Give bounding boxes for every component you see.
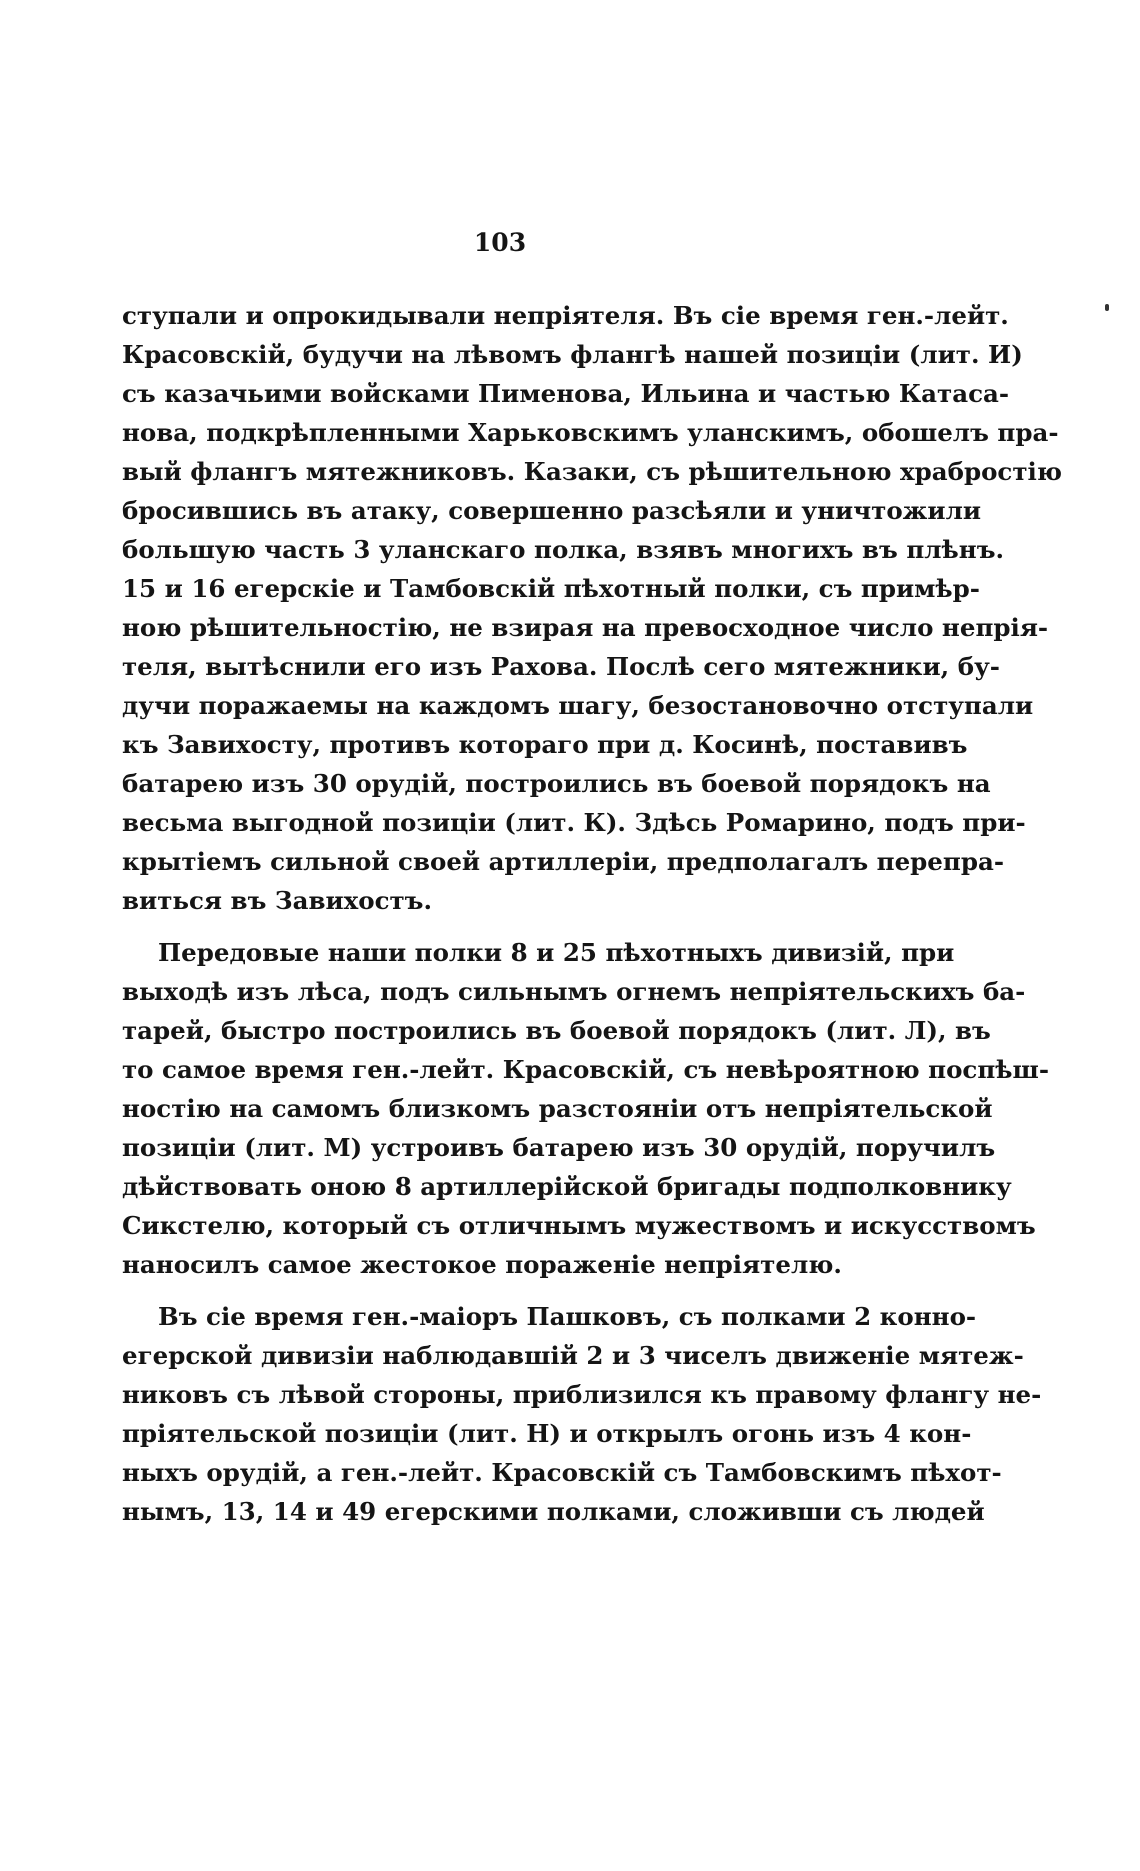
text-line: Сикстелю, который съ отличнымъ мужествомъ и искусствомъ <box>122 1211 1036 1240</box>
page-number: 103 <box>473 228 527 257</box>
text-line: ностію на самомъ близкомъ разстояніи отъ непріятельской <box>122 1094 993 1123</box>
paragraph-3 <box>122 1297 1042 1531</box>
text-line: нова, подкрѣпленными Харьковскимъ уланскимъ, обошелъ пра- <box>122 418 1059 447</box>
text-line: Въ сіе время ген.-маіоръ Пашковъ, съ полками 2 конно- <box>158 1302 977 1331</box>
text-line: наносилъ самое жестокое пораженіе непріятелю. <box>122 1250 842 1279</box>
scan-speck <box>1105 304 1109 311</box>
text-line: виться въ Завихостъ. <box>122 886 433 915</box>
text-line: крытіемъ сильной своей артиллеріи, предполагалъ перепра- <box>122 847 1004 876</box>
text-line: съ казачьими войсками Пименова, Ильина и частью Катаса- <box>122 379 1010 408</box>
text-line: егерской дивизіи наблюдавшій 2 и 3 чиселъ движеніе мятеж- <box>122 1341 1024 1370</box>
text-line: пріятельской позиціи (лит. Н) и открылъ огонь изъ 4 кон- <box>122 1419 972 1448</box>
text-line: бросившись въ атаку, совершенно разсѣяли и уничтожили <box>122 496 982 525</box>
paragraph-gap <box>122 920 878 933</box>
text-line: тарей, быстро построились въ боевой порядокъ (лит. Л), въ <box>122 1016 991 1045</box>
text-line: то самое время ген.-лейт. Красовскій, съ невѣроятною поспѣш- <box>122 1055 1050 1084</box>
paragraph-2 <box>122 933 1050 1284</box>
text-line: 15 и 16 егерскіе и Тамбовскій пѣхотный полки, съ примѣр- <box>122 574 980 603</box>
text-line: большую часть 3 уланскаго полка, взявъ многихъ въ плѣнъ. <box>122 535 1005 564</box>
text-line: никовъ съ лѣвой стороны, приблизился къ правому флангу не- <box>122 1380 1042 1409</box>
body-text <box>122 296 1062 1531</box>
text-line: къ Завихосту, противъ котораго при д. Косинѣ, поставивъ <box>122 730 968 759</box>
text-line: дѣйствовать оною 8 артиллерійской бригады подполковнику <box>122 1172 1012 1201</box>
text-line: Красовскій, будучи на лѣвомъ флангѣ нашей позиціи (лит. И) <box>122 340 1023 369</box>
text-line: позиціи (лит. М) устроивъ батарею изъ 30 орудій, поручилъ <box>122 1133 996 1162</box>
text-line: весьма выгодной позиціи (лит. К). Здѣсь Ромарино, подъ при- <box>122 808 1026 837</box>
text-line: дучи поражаемы на каждомъ шагу, безостановочно отступали <box>122 691 1034 720</box>
text-line: выходѣ изъ лѣса, подъ сильнымъ огнемъ непріятельскихъ ба- <box>122 977 1026 1006</box>
text-line: вый флангъ мятежниковъ. Казаки, съ рѣшительною храбростію <box>122 457 1062 486</box>
text-line: нымъ, 13, 14 и 49 егерскими полками, сложивши съ людей <box>122 1497 985 1526</box>
text-line: ныхъ орудій, а ген.-лейт. Красовскій съ Тамбовскимъ пѣхот- <box>122 1458 1002 1487</box>
text-line: батарею изъ 30 орудій, построились въ боевой порядокъ на <box>122 769 991 798</box>
paragraph-1 <box>122 296 1062 920</box>
text-line: ною рѣшительностію, не взирая на превосходное число непрія- <box>122 613 1049 642</box>
text-line: Передовые наши полки 8 и 25 пѣхотныхъ дивизій, при <box>158 938 955 967</box>
paragraph-gap <box>122 1284 878 1297</box>
text-line: ступали и опрокидывали непріятеля. Въ сіе время ген.-лейт. <box>122 301 1009 330</box>
text-line: теля, вытѣснили его изъ Рахова. Послѣ сего мятежники, бу- <box>122 652 1000 681</box>
